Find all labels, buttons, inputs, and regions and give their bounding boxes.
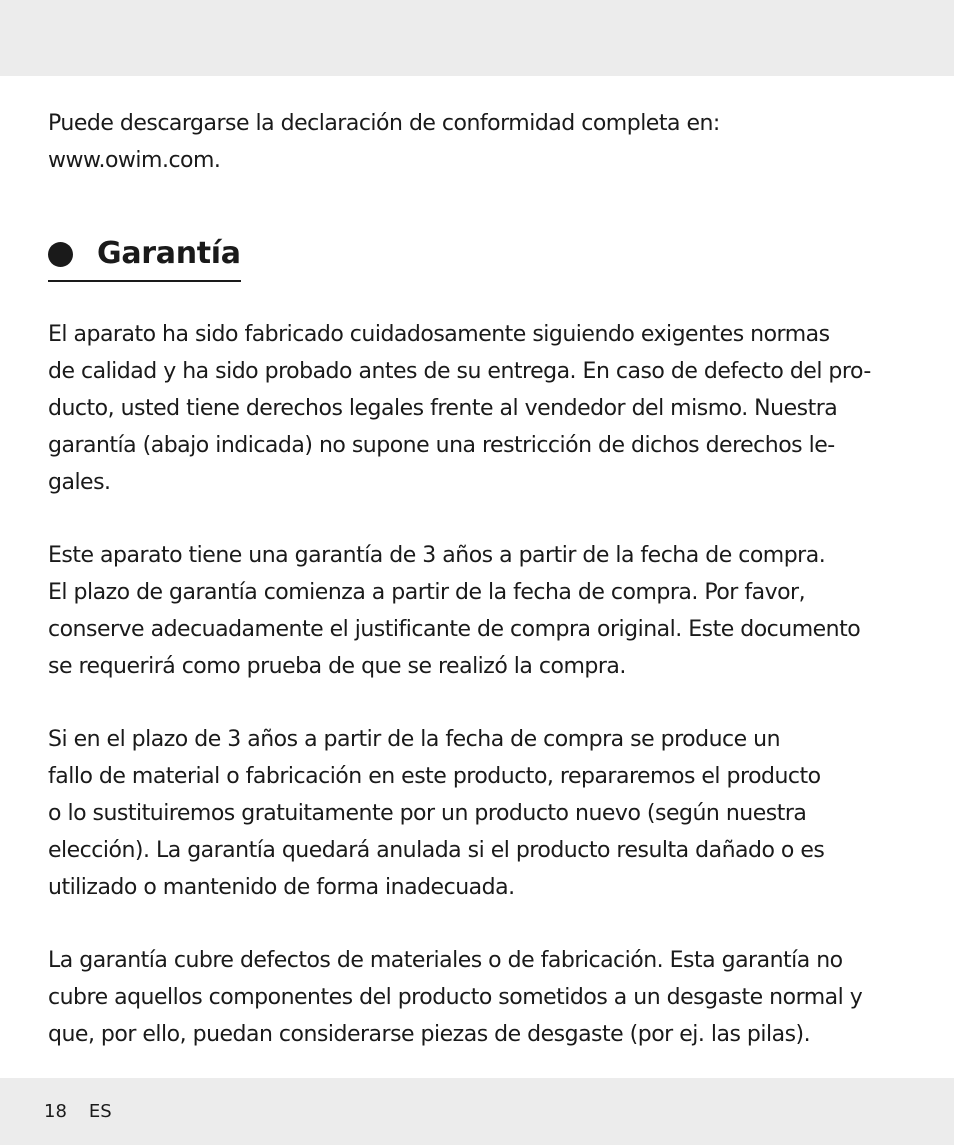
warranty-paragraph-4: La garantía cubre defectos de materiales o de fabricación. Esta garantía no cubre aquellos componentes del producto sometidos a un desgaste normal y que, por ello, puedan considerarse piezas de desgaste (por ej. las pilas). [48,948,863,1047]
bullet-icon [48,242,73,267]
language-code: ES [88,1101,112,1122]
section-title: Garantía [97,236,241,271]
conformity-declaration-text: Puede descargarse la declaración de conformidad completa en: www.owim.com. [48,111,720,173]
footer-band [0,1078,954,1145]
warranty-paragraph-1: El aparato ha sido fabricado cuidadosamente siguiendo exigentes normas de calidad y ha sido probado antes de su entrega. En caso de defecto del pro- ducto, usted tiene derechos legales frente al vendedor del mismo. Nuestra garantía (abajo indicada) no supone una restricción de dichos derechos le- gales. [48,322,871,495]
page-footer [44,1100,112,1124]
page-number: 18 [44,1101,67,1122]
page-content [48,105,910,1053]
section-heading [48,234,241,282]
warranty-paragraph-2: Este aparato tiene una garantía de 3 años a partir de la fecha de compra. El plazo de garantía comienza a partir de la fecha de compra. Por favor, conserve adecuadamente el justificante de compra original. Este documento se requerirá como prueba de que se realizó la compra. [48,543,861,679]
warranty-paragraph-3: Si en el plazo de 3 años a partir de la fecha de compra se produce un fallo de material o fabricación en este producto, repararemos el producto o lo sustituiremos gratuitamente por un producto nuevo (según nuestra elección). La garantía quedará anulada si el producto resulta dañado o es utilizado o mantenido de forma inadecuada. [48,727,825,900]
header-band [0,0,954,76]
